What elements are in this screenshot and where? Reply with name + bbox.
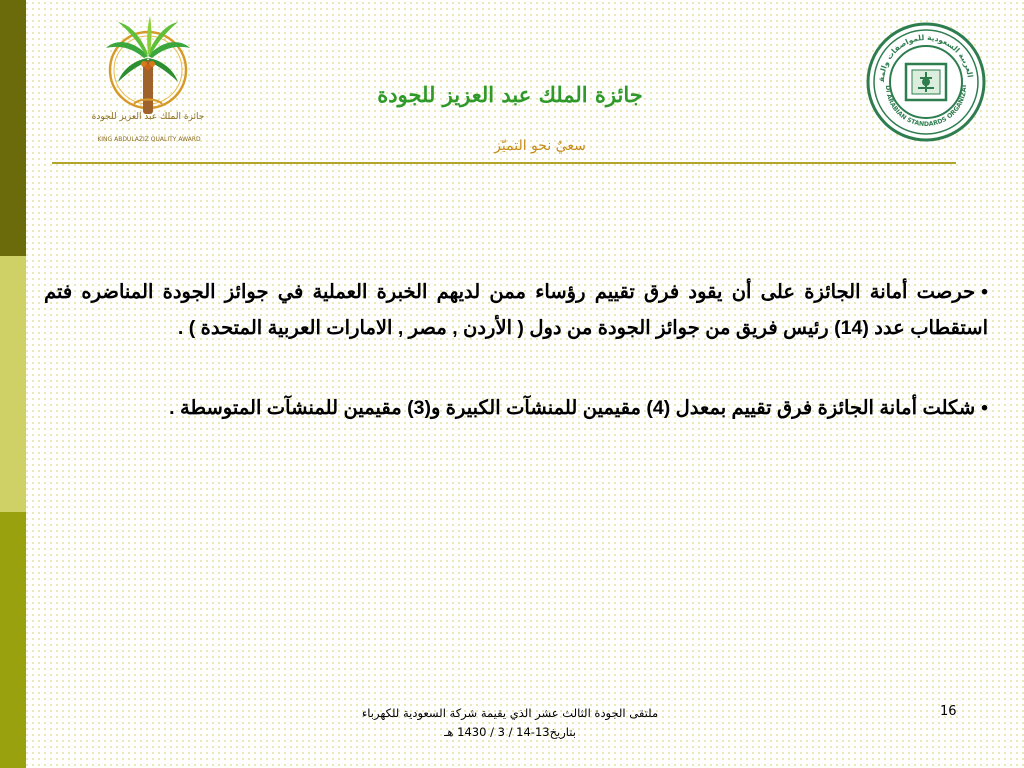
page-subtitle: سعيٌ نحو التميّز (494, 138, 586, 154)
bullet-text: شكلت أمانة الجائزة فرق تقييم بمعدل (4) مقيمين للمنشآت الكبيرة و(3) مقيمين للمنشآت المتوسطة . (169, 397, 976, 419)
page-title: جائزة الملك عبد العزيز للجودة (377, 82, 643, 107)
sidebar-band-mid (0, 512, 26, 768)
sidebar-band-light (0, 256, 26, 512)
saso-seal-logo (866, 22, 986, 142)
page-number: 16 (940, 704, 957, 719)
sidebar-color-bar (0, 0, 26, 768)
bullet-dot-icon: • (981, 397, 988, 419)
footer-text (300, 704, 720, 742)
left-logo-arabic-text: جائزة الملك عبد العزيز للجودة (91, 112, 205, 122)
footer-line-event: ملتقى الجودة الثالث عشر الذي يقيمة شركة السعودية للكهرباء (361, 706, 659, 720)
king-abdulaziz-quality-award-logo (88, 12, 208, 148)
bullet-item (44, 390, 988, 426)
saso-seal-icon (866, 22, 986, 142)
bullet-dot-icon: • (981, 281, 988, 303)
seal-arabic-arc-text: العربية السعودية للمواصفات والمق (876, 32, 975, 83)
bullet-item (44, 274, 988, 346)
bullet-text: حرصت أمانة الجائزة على أن يقود فرق تقييم رؤساء ممن لديهم الخبرة العملية في جوائز الجودة المناضره فتم استقطاب عدد (14) رئيس فريق من جوائز الجودة من دول ( الأردن , مصر , الامارات العربية المتحدة ) . (44, 281, 988, 339)
sidebar-band-dark (0, 0, 26, 256)
header-divider (52, 162, 956, 164)
slide-content (44, 274, 988, 470)
seal-english-arc-text: DI ARABIAN STANDARDS ORGANIZAT (883, 83, 969, 129)
left-logo-english-text: KING ABDULAZIZ QUALITY AWARD (97, 136, 201, 143)
palm-tree-logo-icon (88, 12, 208, 148)
footer-line-date: بتاريخ13-14 / 3 / 1430 هـ (444, 725, 576, 739)
